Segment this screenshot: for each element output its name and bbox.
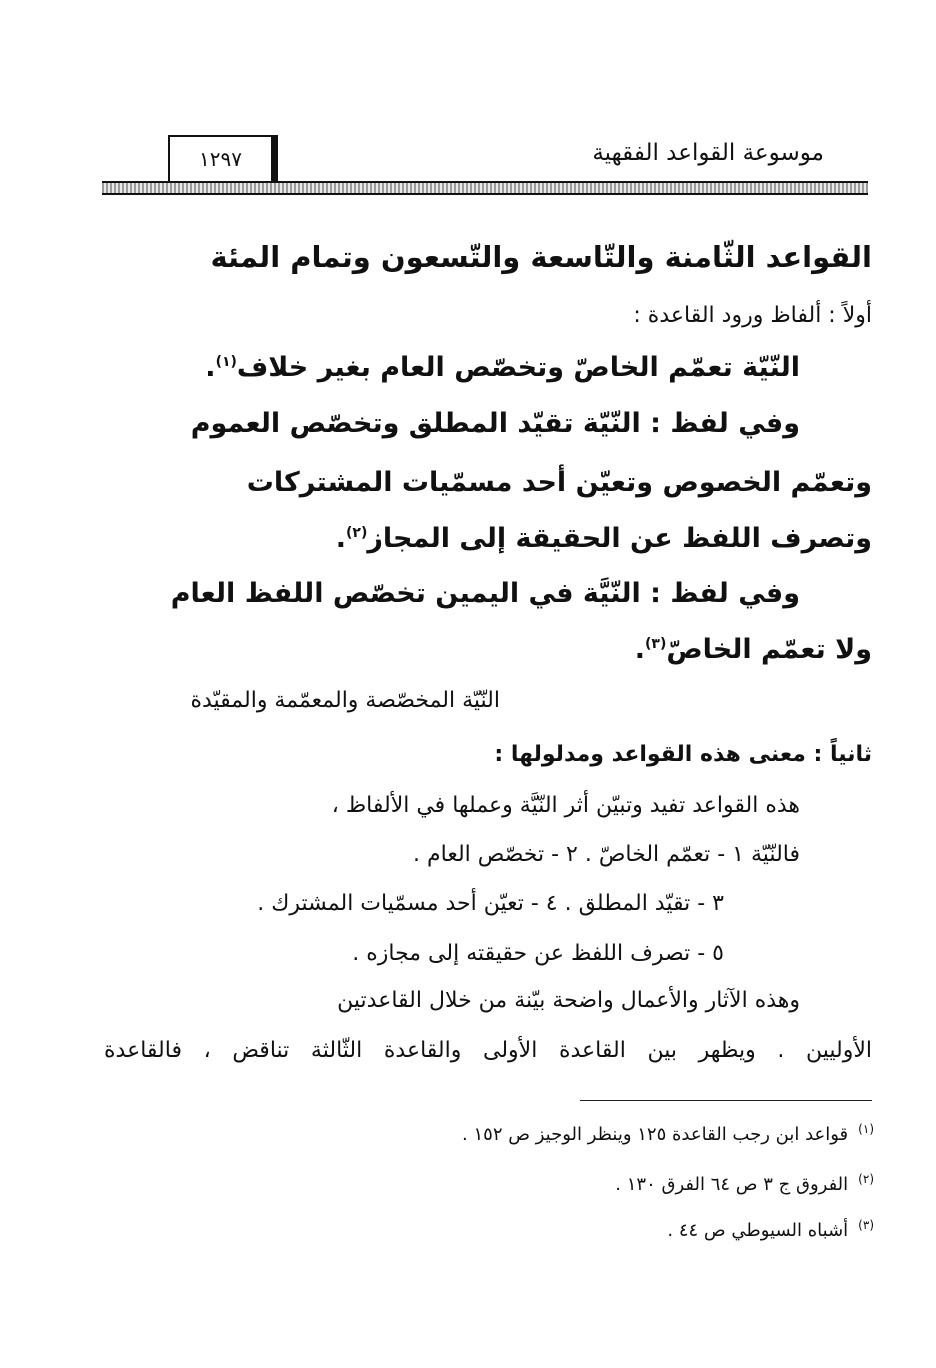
quote-line-4: وتصرف اللفظ عن الحقيقة إلى المجاز$^{(٢)}$. bbox=[335, 523, 872, 554]
page-number-box bbox=[168, 135, 278, 183]
quote-line-5: وفي لفظ : النّيَّة في اليمين تخصّص اللفظ العام bbox=[170, 578, 800, 609]
body-line-5: وهذه الآثار والأعمال واضحة بيّنة من خلال القاعدتين bbox=[337, 988, 800, 1013]
book-title: موسوعة القواعد الفقهية bbox=[592, 140, 824, 166]
rule-heading: القواعد الثّامنة والتّاسعة والتّسعون وتمام المئة bbox=[210, 240, 872, 274]
section-two-heading: ثانياً : معنى هذه القواعد ومدلولها : bbox=[494, 742, 872, 767]
footnote-ref-2: (٢) bbox=[345, 525, 368, 541]
section-note: النّيّة المخصّصة والمعمّمة والمقيّدة bbox=[190, 688, 500, 713]
quote-line-3: وتعمّم الخصوص وتعيّن أحد مسمّيات المشتركات bbox=[246, 467, 872, 498]
page-number: ١٢٩٧ bbox=[199, 147, 242, 171]
body-line-4: ٥ - تصرف اللفظ عن حقيقته إلى مجازه . bbox=[352, 941, 724, 966]
footnote-ref-3: (٣) bbox=[644, 636, 667, 652]
footnote-2: $^{(٢)}$الفروق ج ٣ ص ٦٤ الفرق ١٣٠ . bbox=[615, 1172, 874, 1195]
body-line-2: فالنّيّة ١ - تعمّم الخاصّ . ٢ - تخصّص العام . bbox=[413, 842, 800, 867]
quote-line-2: وفي لفظ : النّيّة تقيّد المطلق وتخصّص العموم bbox=[190, 408, 800, 439]
quote-line-6: ولا تعمّم الخاصّ$^{(٣)}$. bbox=[634, 634, 872, 665]
body-line-6: الأوليين . ويظهر بين القاعدة الأولى والقاعدة الثّالثة تناقض ، فالقاعدة bbox=[104, 1038, 872, 1063]
footnote-separator bbox=[580, 1100, 872, 1101]
section-one-heading: أولاً : ألفاظ ورود القاعدة : bbox=[633, 303, 872, 328]
footnote-3: $^{(٣)}$أشباه السيوطي ص ٤٤ . bbox=[667, 1218, 874, 1241]
header-rule bbox=[102, 181, 868, 195]
body-line-1: هذه القواعد تفيد وتبيّن أثر النّيَّة وعملها في الألفاظ ، bbox=[331, 793, 800, 818]
footnote-ref-1: (١) bbox=[215, 354, 237, 370]
footnote-1: $^{(١)}$قواعد ابن رجب القاعدة ١٢٥ وينظر الوجيز ص ١٥٢ . bbox=[462, 1122, 874, 1145]
quote-line-1: النّيّة تعمّم الخاصّ وتخصّص العام بغير خلاف$^{(١)}$. bbox=[205, 352, 800, 383]
body-line-3: ٣ - تقيّد المطلق . ٤ - تعيّن أحد مسمّيات المشترك . bbox=[257, 891, 724, 916]
